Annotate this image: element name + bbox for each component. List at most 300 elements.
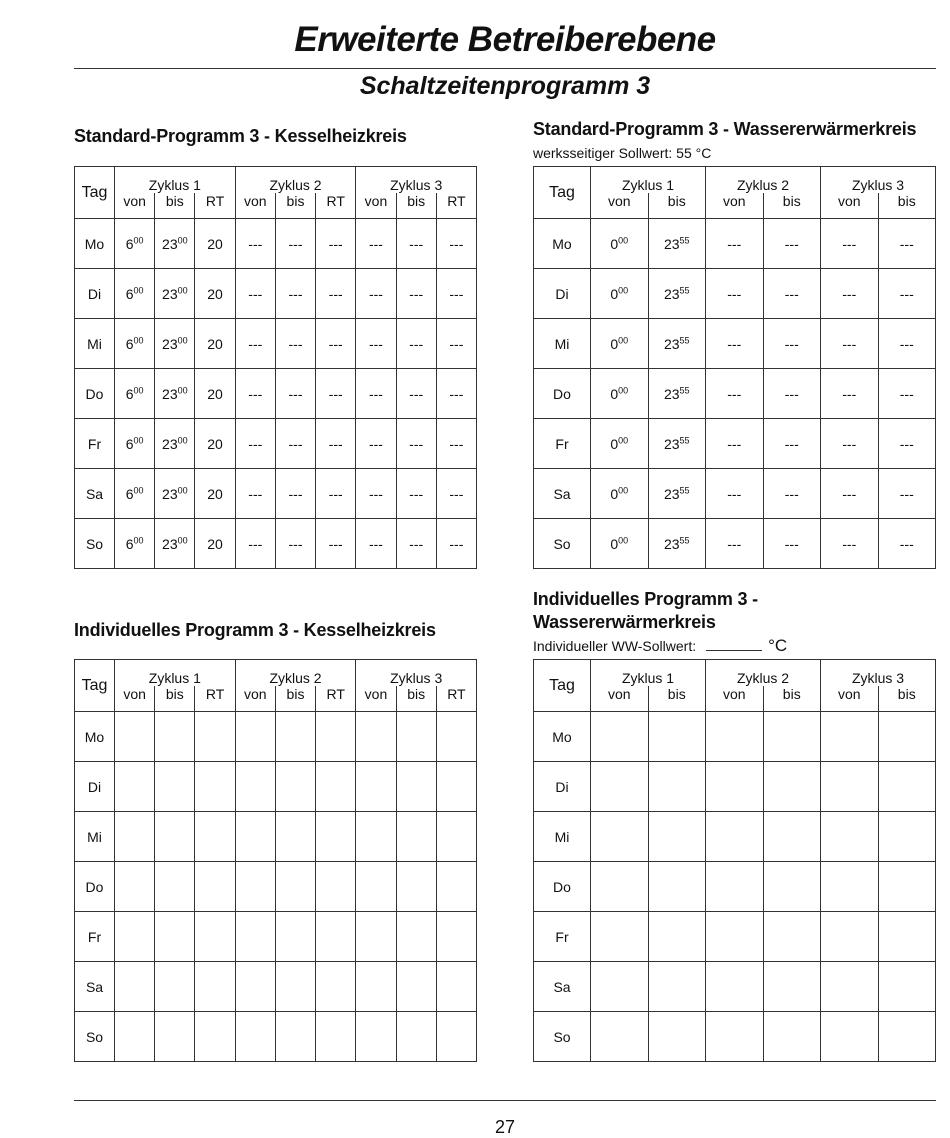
std-wasser-cell-z1-bis: [648, 219, 706, 269]
empty-value: ---: [842, 535, 857, 552]
ind-wasser-row-fr: [534, 912, 936, 962]
title-rule: [74, 68, 936, 69]
ind-kessel-subcol-von: von: [235, 686, 275, 712]
std-kessel-subcol-bis: bis: [155, 193, 195, 219]
std-kessel-cell-z2-bis: [275, 219, 315, 269]
ind-wasser-row-di: [534, 762, 936, 812]
empty-value: ---: [899, 485, 914, 502]
empty-value: ---: [784, 535, 799, 552]
ind-wasser-cell-z2-von[interactable]: [706, 912, 764, 962]
bis-minute: 55: [679, 484, 690, 495]
ind-wasser-subcol-bis: bis: [763, 686, 821, 712]
ind-wasser-cell-z3-von[interactable]: [821, 812, 879, 862]
ind-kessel-cell-z2-von[interactable]: [235, 762, 275, 812]
ind-kessel-cell-z2-von[interactable]: [235, 712, 275, 762]
ind-kessel-subheader-row: [75, 686, 477, 712]
std-wasser-cell-z3-von: [821, 219, 879, 269]
ind-kessel-cell-z2-rt[interactable]: [316, 1012, 356, 1062]
ind-wasser-cell-z1-von[interactable]: [591, 962, 649, 1012]
ind-kessel-cell-z3-rt[interactable]: [436, 762, 476, 812]
ind-wasser-cell-z1-bis[interactable]: [648, 912, 706, 962]
von-minute: 00: [133, 434, 144, 445]
std-kessel-cell-z2-bis: [275, 369, 315, 419]
bis-hour: 23: [663, 535, 680, 552]
ind-kessel-cell-z2-rt[interactable]: [316, 712, 356, 762]
ind-kessel-cell-z2-rt[interactable]: [316, 762, 356, 812]
std-kessel-header-row: [75, 167, 477, 194]
ind-kessel-cell-z2-von[interactable]: [235, 912, 275, 962]
empty-value: ---: [248, 235, 263, 252]
empty-value: ---: [288, 235, 303, 252]
std-kessel-cell-z1-bis: [155, 519, 195, 569]
ind-kessel-cell-z1-von[interactable]: [115, 712, 155, 762]
std-wasser-cell-z3-bis: [878, 519, 936, 569]
ind-kessel-cell-z2-bis[interactable]: [275, 1012, 315, 1062]
empty-value: ---: [328, 485, 343, 502]
bis-hour: 23: [663, 435, 680, 452]
von-minute: 00: [133, 384, 144, 395]
empty-value: ---: [409, 535, 424, 552]
empty-value: ---: [248, 435, 263, 452]
ind-wasser-cell-z3-bis[interactable]: [878, 962, 936, 1012]
ind-wasser-cell-z3-bis[interactable]: [878, 762, 936, 812]
page-number: 27: [494, 1117, 516, 1137]
std-kessel-subcol-rt: RT: [316, 193, 356, 219]
ind-kessel-cell-z3-bis[interactable]: [396, 712, 436, 762]
std-kessel-cell-z2-von: [235, 219, 275, 269]
std-kessel-heading: Standard-Programm 3 - Kesselheizkreis: [74, 126, 407, 146]
rt-value: 20: [207, 335, 223, 352]
empty-value: ---: [727, 285, 742, 302]
ind-kessel-cell-z3-rt[interactable]: [436, 912, 476, 962]
ind-kessel-cell-z3-rt[interactable]: [436, 1012, 476, 1062]
std-wasser-cell-z1-bis: [648, 269, 706, 319]
std-kessel-row-mo: [75, 219, 477, 269]
ind-kessel-cell-z3-rt[interactable]: [436, 812, 476, 862]
von-hour: 6: [125, 285, 134, 302]
ind-wasser-col-zyklus-2: Zyklus 2: [706, 660, 821, 687]
ind-kessel-header-row: [75, 660, 477, 687]
ind-wasser-cell-z1-von[interactable]: [591, 712, 649, 762]
von-hour: 0: [610, 385, 619, 402]
std-kessel-row-so: [75, 519, 477, 569]
std-kessel-cell-z1-rt: [195, 519, 235, 569]
day-label: Mo: [75, 219, 115, 269]
ind-kessel-cell-z2-bis[interactable]: [275, 962, 315, 1012]
std-wasser-col-tag: Tag: [534, 167, 591, 219]
std-wasser-subheader-row: [534, 193, 936, 219]
std-wasser-heading: Standard-Programm 3 - Wassererwärmerkreis: [533, 119, 917, 139]
ind-kessel-cell-z1-bis[interactable]: [155, 712, 195, 762]
empty-value: ---: [899, 235, 914, 252]
ind-wasser-cell-z1-von[interactable]: [591, 812, 649, 862]
day-label: Mi: [75, 319, 115, 369]
std-wasser-cell-z1-von: [591, 419, 649, 469]
ind-kessel-cell-z3-bis[interactable]: [396, 762, 436, 812]
ind-kessel-cell-z3-rt[interactable]: [436, 862, 476, 912]
ind-kessel-cell-z1-von[interactable]: [115, 862, 155, 912]
ind-wasser-cell-z2-bis[interactable]: [763, 862, 821, 912]
ind-kessel-subcol-von: von: [356, 686, 396, 712]
day-label: Sa: [75, 962, 115, 1012]
ind-kessel-cell-z3-von[interactable]: [356, 762, 396, 812]
empty-value: ---: [842, 235, 857, 252]
ind-kessel-cell-z1-rt[interactable]: [195, 712, 235, 762]
bis-hour: 23: [162, 535, 178, 552]
std-kessel-subheader-row: [75, 193, 477, 219]
std-wasser-subcol-von: von: [821, 193, 879, 219]
ind-wasser-cell-z1-bis[interactable]: [648, 962, 706, 1012]
ind-kessel-row-mo: [75, 712, 477, 762]
ind-kessel-cell-z2-bis[interactable]: [275, 812, 315, 862]
bis-hour: 23: [162, 235, 178, 252]
bis-minute: 55: [679, 234, 690, 245]
std-kessel-cell-z3-von: [356, 269, 396, 319]
std-kessel-cell-z2-von: [235, 319, 275, 369]
ind-kessel-subcol-rt: RT: [195, 686, 235, 712]
std-kessel-cell-z3-rt: [436, 269, 476, 319]
ind-kessel-cell-z2-von[interactable]: [235, 1012, 275, 1062]
bis-minute: 00: [177, 234, 188, 245]
ind-kessel-subcol-bis: bis: [155, 686, 195, 712]
bis-minute: 00: [177, 484, 188, 495]
sollwert-unit: °C: [768, 636, 788, 655]
std-kessel-cell-z2-von: [235, 469, 275, 519]
ind-wasser-sollwert-note: [533, 636, 787, 656]
ind-kessel-cell-z1-rt[interactable]: [195, 812, 235, 862]
std-kessel-cell-z1-bis: [155, 469, 195, 519]
ind-kessel-cell-z3-rt[interactable]: [436, 712, 476, 762]
empty-value: ---: [784, 435, 799, 452]
std-kessel-cell-z2-rt: [316, 519, 356, 569]
ind-wasser-cell-z1-von[interactable]: [591, 762, 649, 812]
std-kessel-cell-z1-rt: [195, 269, 235, 319]
ind-kessel-cell-z3-rt[interactable]: [436, 962, 476, 1012]
footer-rule: [74, 1100, 936, 1101]
empty-value: ---: [248, 335, 263, 352]
std-wasser-cell-z1-von: [591, 519, 649, 569]
empty-value: ---: [727, 435, 742, 452]
bis-minute: 55: [679, 434, 690, 445]
empty-value: ---: [288, 535, 303, 552]
ind-kessel-col-zyklus-2: Zyklus 2: [235, 660, 356, 687]
ind-kessel-cell-z2-rt[interactable]: [316, 962, 356, 1012]
std-wasser-cell-z1-von: [591, 369, 649, 419]
std-wasser-row-do: [534, 369, 936, 419]
std-wasser-cell-z3-bis: [878, 469, 936, 519]
ind-wasser-cell-z3-bis[interactable]: [878, 812, 936, 862]
day-label: Mo: [534, 712, 591, 762]
std-kessel-cell-z1-von: [115, 519, 155, 569]
von-minute: 00: [618, 434, 629, 445]
rt-value: 20: [207, 235, 223, 252]
std-wasser-cell-z1-von: [591, 269, 649, 319]
std-wasser-cell-z2-bis: [763, 419, 821, 469]
ind-kessel-cell-z1-von[interactable]: [115, 912, 155, 962]
ind-wasser-row-mo: [534, 712, 936, 762]
ind-wasser-cell-z2-von[interactable]: [706, 712, 764, 762]
von-minute: 00: [133, 234, 144, 245]
day-label: Mo: [75, 712, 115, 762]
ind-kessel-cell-z1-bis[interactable]: [155, 962, 195, 1012]
ind-wasser-cell-z2-von[interactable]: [706, 862, 764, 912]
ind-wasser-cell-z3-von[interactable]: [821, 962, 879, 1012]
std-wasser-row-so: [534, 519, 936, 569]
std-kessel-cell-z1-von: [115, 269, 155, 319]
ind-wasser-cell-z3-bis[interactable]: [878, 862, 936, 912]
ind-kessel-row-sa: [75, 962, 477, 1012]
empty-value: ---: [727, 535, 742, 552]
empty-value: ---: [368, 535, 383, 552]
bis-minute: 55: [679, 284, 690, 295]
day-label: Fr: [75, 419, 115, 469]
bis-hour: 23: [663, 235, 680, 252]
std-kessel-cell-z2-bis: [275, 319, 315, 369]
bis-hour: 23: [663, 385, 680, 402]
bis-minute: 00: [177, 434, 188, 445]
std-kessel-cell-z1-bis: [155, 419, 195, 469]
ind-wasser-col-tag: Tag: [534, 660, 591, 712]
std-wasser-subcol-bis: bis: [648, 193, 706, 219]
von-hour: 0: [610, 235, 619, 252]
ind-kessel-cell-z2-von[interactable]: [235, 812, 275, 862]
ind-wasser-cell-z1-bis[interactable]: [648, 812, 706, 862]
std-kessel-cell-z2-von: [235, 369, 275, 419]
ind-kessel-cell-z3-von[interactable]: [356, 912, 396, 962]
ind-kessel-cell-z1-von[interactable]: [115, 1012, 155, 1062]
std-kessel-cell-z1-von: [115, 319, 155, 369]
ind-kessel-cell-z1-von[interactable]: [115, 962, 155, 1012]
ind-kessel-cell-z3-von[interactable]: [356, 812, 396, 862]
day-label: Fr: [75, 912, 115, 962]
ind-kessel-cell-z3-bis[interactable]: [396, 912, 436, 962]
std-kessel-cell-z3-bis: [396, 269, 436, 319]
ind-kessel-cell-z3-von[interactable]: [356, 1012, 396, 1062]
ind-kessel-cell-z1-von[interactable]: [115, 762, 155, 812]
ind-kessel-cell-z2-rt[interactable]: [316, 862, 356, 912]
std-wasser-row-sa: [534, 469, 936, 519]
ind-wasser-cell-z2-bis[interactable]: [763, 712, 821, 762]
ind-wasser-cell-z2-bis[interactable]: [763, 912, 821, 962]
ind-wasser-cell-z1-bis[interactable]: [648, 712, 706, 762]
ind-wasser-cell-z3-von[interactable]: [821, 1012, 879, 1062]
ind-wasser-cell-z2-von[interactable]: [706, 762, 764, 812]
empty-value: ---: [368, 385, 383, 402]
ind-wasser-cell-z1-von[interactable]: [591, 862, 649, 912]
ind-kessel-cell-z3-von[interactable]: [356, 962, 396, 1012]
ind-kessel-cell-z3-bis[interactable]: [396, 862, 436, 912]
ind-wasser-cell-z1-von[interactable]: [591, 912, 649, 962]
ind-kessel-cell-z1-von[interactable]: [115, 812, 155, 862]
ind-kessel-row-di: [75, 762, 477, 812]
von-minute: 00: [618, 334, 629, 345]
day-label: Di: [75, 269, 115, 319]
day-label: Mi: [534, 319, 591, 369]
ind-wasser-cell-z2-von[interactable]: [706, 812, 764, 862]
std-kessel-cell-z1-bis: [155, 369, 195, 419]
std-kessel-col-zyklus-1: Zyklus 1: [115, 167, 236, 194]
day-label: So: [75, 519, 115, 569]
ind-kessel-cell-z1-rt[interactable]: [195, 962, 235, 1012]
von-hour: 0: [610, 435, 619, 452]
std-wasser-row-fr: [534, 419, 936, 469]
ind-kessel-cell-z3-von[interactable]: [356, 712, 396, 762]
empty-value: ---: [842, 335, 857, 352]
std-kessel-cell-z2-rt: [316, 469, 356, 519]
empty-value: ---: [409, 385, 424, 402]
std-kessel-cell-z3-rt: [436, 319, 476, 369]
ind-kessel-row-do: [75, 862, 477, 912]
ind-wasser-cell-z3-von[interactable]: [821, 712, 879, 762]
bis-minute: 55: [679, 534, 690, 545]
std-kessel-row-sa: [75, 469, 477, 519]
ind-kessel-cell-z2-bis[interactable]: [275, 762, 315, 812]
empty-value: ---: [368, 235, 383, 252]
empty-value: ---: [409, 285, 424, 302]
std-kessel-cell-z1-von: [115, 419, 155, 469]
std-wasser-row-mi: [534, 319, 936, 369]
empty-value: ---: [842, 385, 857, 402]
ind-wasser-cell-z1-bis[interactable]: [648, 1012, 706, 1062]
empty-value: ---: [727, 485, 742, 502]
std-wasser-subcol-von: von: [591, 193, 649, 219]
std-wasser-cell-z2-von: [706, 519, 764, 569]
std-kessel-cell-z3-von: [356, 219, 396, 269]
empty-value: ---: [449, 435, 464, 452]
empty-value: ---: [449, 235, 464, 252]
std-wasser-cell-z1-bis: [648, 319, 706, 369]
bis-hour: 23: [162, 485, 178, 502]
ind-wasser-cell-z2-bis[interactable]: [763, 762, 821, 812]
von-hour: 0: [610, 485, 619, 502]
von-minute: 00: [133, 484, 144, 495]
ind-kessel-cell-z3-bis[interactable]: [396, 812, 436, 862]
empty-value: ---: [899, 535, 914, 552]
ind-wasser-table: [533, 659, 936, 1062]
day-label: So: [75, 1012, 115, 1062]
ind-kessel-cell-z3-von[interactable]: [356, 862, 396, 912]
empty-value: ---: [328, 235, 343, 252]
ind-kessel-cell-z2-rt[interactable]: [316, 912, 356, 962]
std-wasser-cell-z1-bis: [648, 419, 706, 469]
std-wasser-cell-z2-von: [706, 369, 764, 419]
ind-wasser-cell-z2-bis[interactable]: [763, 1012, 821, 1062]
von-minute: 00: [618, 534, 629, 545]
std-wasser-cell-z2-bis: [763, 519, 821, 569]
ind-kessel-subcol-bis: bis: [396, 686, 436, 712]
std-kessel-col-zyklus-2: Zyklus 2: [235, 167, 356, 194]
von-minute: 00: [618, 484, 629, 495]
ind-kessel-cell-z1-rt[interactable]: [195, 912, 235, 962]
bis-minute: 00: [177, 334, 188, 345]
ind-kessel-cell-z3-bis[interactable]: [396, 1012, 436, 1062]
ind-kessel-cell-z2-rt[interactable]: [316, 812, 356, 862]
empty-value: ---: [842, 435, 857, 452]
std-kessel-cell-z3-von: [356, 419, 396, 469]
ind-wasser-cell-z2-bis[interactable]: [763, 812, 821, 862]
ind-kessel-cell-z2-bis[interactable]: [275, 862, 315, 912]
std-kessel-subcol-bis: bis: [275, 193, 315, 219]
day-label: Sa: [75, 469, 115, 519]
ind-wasser-subcol-von: von: [591, 686, 649, 712]
std-kessel-cell-z3-rt: [436, 419, 476, 469]
day-label: Sa: [534, 469, 591, 519]
ind-kessel-row-so: [75, 1012, 477, 1062]
rt-value: 20: [207, 535, 223, 552]
ind-kessel-cell-z1-rt[interactable]: [195, 862, 235, 912]
bis-hour: 23: [162, 335, 178, 352]
ind-kessel-cell-z2-bis[interactable]: [275, 912, 315, 962]
von-hour: 6: [125, 435, 134, 452]
std-wasser-col-zyklus-2: Zyklus 2: [706, 167, 821, 194]
ind-wasser-cell-z3-bis[interactable]: [878, 712, 936, 762]
von-hour: 6: [125, 485, 134, 502]
ind-kessel-row-mi: [75, 812, 477, 862]
bis-hour: 23: [663, 285, 680, 302]
ind-kessel-cell-z1-rt[interactable]: [195, 1012, 235, 1062]
ind-kessel-cell-z1-rt[interactable]: [195, 762, 235, 812]
ind-wasser-subheader-row: [534, 686, 936, 712]
ind-wasser-cell-z3-von[interactable]: [821, 912, 879, 962]
std-kessel-cell-z2-von: [235, 419, 275, 469]
ind-kessel-cell-z1-bis[interactable]: [155, 1012, 195, 1062]
ind-wasser-cell-z2-von[interactable]: [706, 1012, 764, 1062]
ind-wasser-cell-z2-bis[interactable]: [763, 962, 821, 1012]
empty-value: ---: [368, 485, 383, 502]
std-kessel-cell-z2-bis: [275, 469, 315, 519]
empty-value: ---: [449, 285, 464, 302]
ind-kessel-cell-z1-bis[interactable]: [155, 812, 195, 862]
std-wasser-cell-z3-von: [821, 469, 879, 519]
std-kessel-row-mi: [75, 319, 477, 369]
ind-wasser-cell-z3-von[interactable]: [821, 862, 879, 912]
std-kessel-cell-z2-von: [235, 519, 275, 569]
bis-minute: 00: [177, 384, 188, 395]
ind-wasser-cell-z2-von[interactable]: [706, 962, 764, 1012]
ind-wasser-subcol-von: von: [821, 686, 879, 712]
ind-wasser-cell-z3-bis[interactable]: [878, 912, 936, 962]
ind-wasser-subcol-bis: bis: [648, 686, 706, 712]
std-kessel-cell-z2-rt: [316, 269, 356, 319]
ind-wasser-cell-z3-von[interactable]: [821, 762, 879, 812]
std-wasser-cell-z1-von: [591, 469, 649, 519]
day-label: Mo: [534, 219, 591, 269]
std-kessel-row-do: [75, 369, 477, 419]
ind-kessel-cell-z2-bis[interactable]: [275, 712, 315, 762]
empty-value: ---: [727, 385, 742, 402]
std-kessel-subcol-von: von: [356, 193, 396, 219]
ind-kessel-cell-z2-von[interactable]: [235, 962, 275, 1012]
von-hour: 0: [610, 285, 619, 302]
ind-kessel-cell-z1-bis[interactable]: [155, 912, 195, 962]
ind-kessel-cell-z2-von[interactable]: [235, 862, 275, 912]
std-kessel-cell-z3-bis: [396, 469, 436, 519]
day-label: Do: [75, 369, 115, 419]
empty-value: ---: [248, 485, 263, 502]
ind-wasser-cell-z3-bis[interactable]: [878, 1012, 936, 1062]
empty-value: ---: [727, 335, 742, 352]
std-kessel-cell-z1-von: [115, 469, 155, 519]
std-wasser-cell-z1-bis: [648, 469, 706, 519]
ind-wasser-cell-z1-bis[interactable]: [648, 762, 706, 812]
ind-kessel-cell-z3-bis[interactable]: [396, 962, 436, 1012]
ind-wasser-cell-z1-von[interactable]: [591, 1012, 649, 1062]
empty-value: ---: [784, 485, 799, 502]
ind-kessel-cell-z1-bis[interactable]: [155, 862, 195, 912]
ind-wasser-heading: [533, 588, 758, 634]
ind-kessel-cell-z1-bis[interactable]: [155, 762, 195, 812]
ind-wasser-cell-z1-bis[interactable]: [648, 862, 706, 912]
